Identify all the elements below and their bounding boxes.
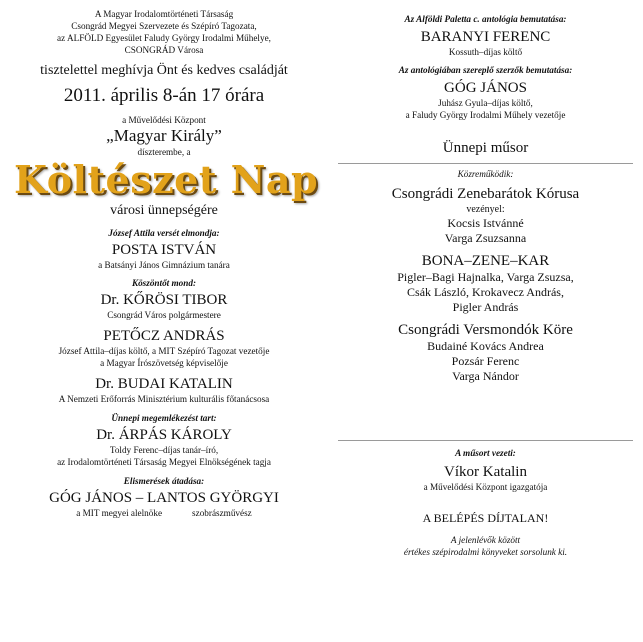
presenter-desc: a Faludy György Irodalmi Műhely vezetője: [405, 110, 566, 120]
speaker-name: Dr. ÁRPÁS KÁROLY: [96, 427, 232, 443]
group-member: Varga Nándor: [452, 369, 519, 383]
group-member: Pigler–Bagi Hajnalka, Varga Zsuzsa,: [397, 270, 574, 284]
group-name: Csongrádi Versmondók Köre: [398, 322, 573, 338]
awards-desc-left: a MIT megyei alelnöke: [76, 508, 163, 518]
free-entry-notice: A BELÉPÉS DÍJTALAN!: [422, 511, 549, 525]
divider: [338, 440, 633, 441]
performer-desc: a Batsányi János Gimnázium tanára: [98, 260, 230, 270]
speaker-name: Dr. KŐRÖSI TIBOR: [100, 292, 228, 308]
organizer-line: CSONGRÁD Városa: [124, 45, 204, 55]
speaker-desc: Toldy Ferenc–díjas tanár–író,: [109, 445, 219, 455]
group-member: Budainé Kovács Andrea: [427, 339, 544, 353]
group-member: Pigler András: [452, 300, 519, 314]
section-heading: A műsort vezeti:: [455, 448, 516, 458]
host-name: Víkor Katalin: [444, 464, 527, 480]
organizer-line: A Magyar Irodalomtörténeti Társaság: [94, 9, 234, 19]
invite-line: tisztelettel meghívja Önt és kedves családját: [40, 63, 288, 78]
venue-intro: a Művelődési Központ: [122, 115, 206, 125]
section-heading: Ünnepi megemlékezést tart:: [111, 413, 217, 423]
section-heading: József Attila versét elmondja:: [108, 228, 220, 238]
group-member: Pozsár Ferenc: [451, 354, 520, 368]
speaker-name: PETŐCZ ANDRÁS: [103, 328, 225, 344]
performer-name: POSTA ISTVÁN: [111, 242, 217, 258]
speaker-desc: a Magyar Írószövetség képviselője: [100, 358, 228, 368]
group-member: Kocsis Istvánné: [447, 216, 524, 230]
organizer-line: az ALFÖLD Egyesület Faludy György Irodalmi Műhelye,: [57, 33, 271, 43]
group-name: BONA–ZENE–KAR: [421, 253, 550, 269]
event-title: Költészet Nap: [14, 157, 319, 202]
speaker-desc: A Nemzeti Erőforrás Minisztérium kulturális főtanácsosa: [58, 394, 270, 404]
awards-names: GÓG JÁNOS – LANTOS GYÖRGYI: [49, 490, 279, 506]
section-heading: Elismerések átadása:: [123, 476, 205, 486]
group-member: Varga Zsuzsanna: [444, 231, 527, 245]
left-column: [14, 0, 319, 519]
section-heading: Köszöntőt mond:: [131, 278, 197, 288]
speaker-desc: az Irodalomtörténeti Társaság Megyei Elnökségének tagja: [57, 457, 271, 467]
host-desc: a Művelődési Központ igazgatója: [423, 482, 548, 492]
event-subtitle: városi ünnepségére: [110, 203, 218, 218]
section-heading: Az Alföldi Paletta c. antológia bemutatása:: [404, 14, 567, 24]
divider: [338, 163, 633, 164]
presenter-desc: Kossuth–díjas költő: [448, 47, 523, 57]
raffle-line: értékes szépirodalmi könyveket sorsolunk ki.: [403, 547, 568, 557]
contributors-heading: Közreműködik:: [457, 169, 514, 179]
organizer-line: Csongrád Megyei Szervezete és Szépíró Tagozata,: [71, 21, 257, 31]
program-title: Ünnepi műsor: [442, 140, 529, 156]
awards-desc-row: [14, 507, 314, 519]
group-name: Csongrádi Zenebarátok Kórusa: [391, 186, 580, 202]
presenter-name: GÓG JÁNOS: [444, 80, 527, 96]
speaker-desc: József Attila–díjas költő, a MIT Szépíró Tagozat vezetője: [58, 346, 270, 356]
presenter-name: BARANYI FERENC: [420, 29, 551, 45]
raffle-line: A jelenlévők között: [450, 535, 521, 545]
group-member: vezényel:: [466, 204, 505, 215]
venue-name: „Magyar Király”: [106, 126, 222, 145]
event-date: 2011. április 8-án 17 órára: [63, 85, 265, 106]
section-heading: Az antológiában szereplő szerzők bemutatása:: [398, 65, 573, 75]
speaker-name: Dr. BUDAI KATALIN: [95, 376, 233, 392]
venue-hall: díszterembe, a: [137, 147, 191, 157]
group-member: Csák László, Krokavecz András,: [407, 285, 564, 299]
speaker-desc: Csongrád Város polgármestere: [107, 310, 221, 320]
awards-desc-right: szobrászművész: [192, 508, 252, 518]
presenter-desc: Juhász Gyula–díjas költő,: [438, 98, 533, 108]
right-column: [338, 0, 633, 558]
